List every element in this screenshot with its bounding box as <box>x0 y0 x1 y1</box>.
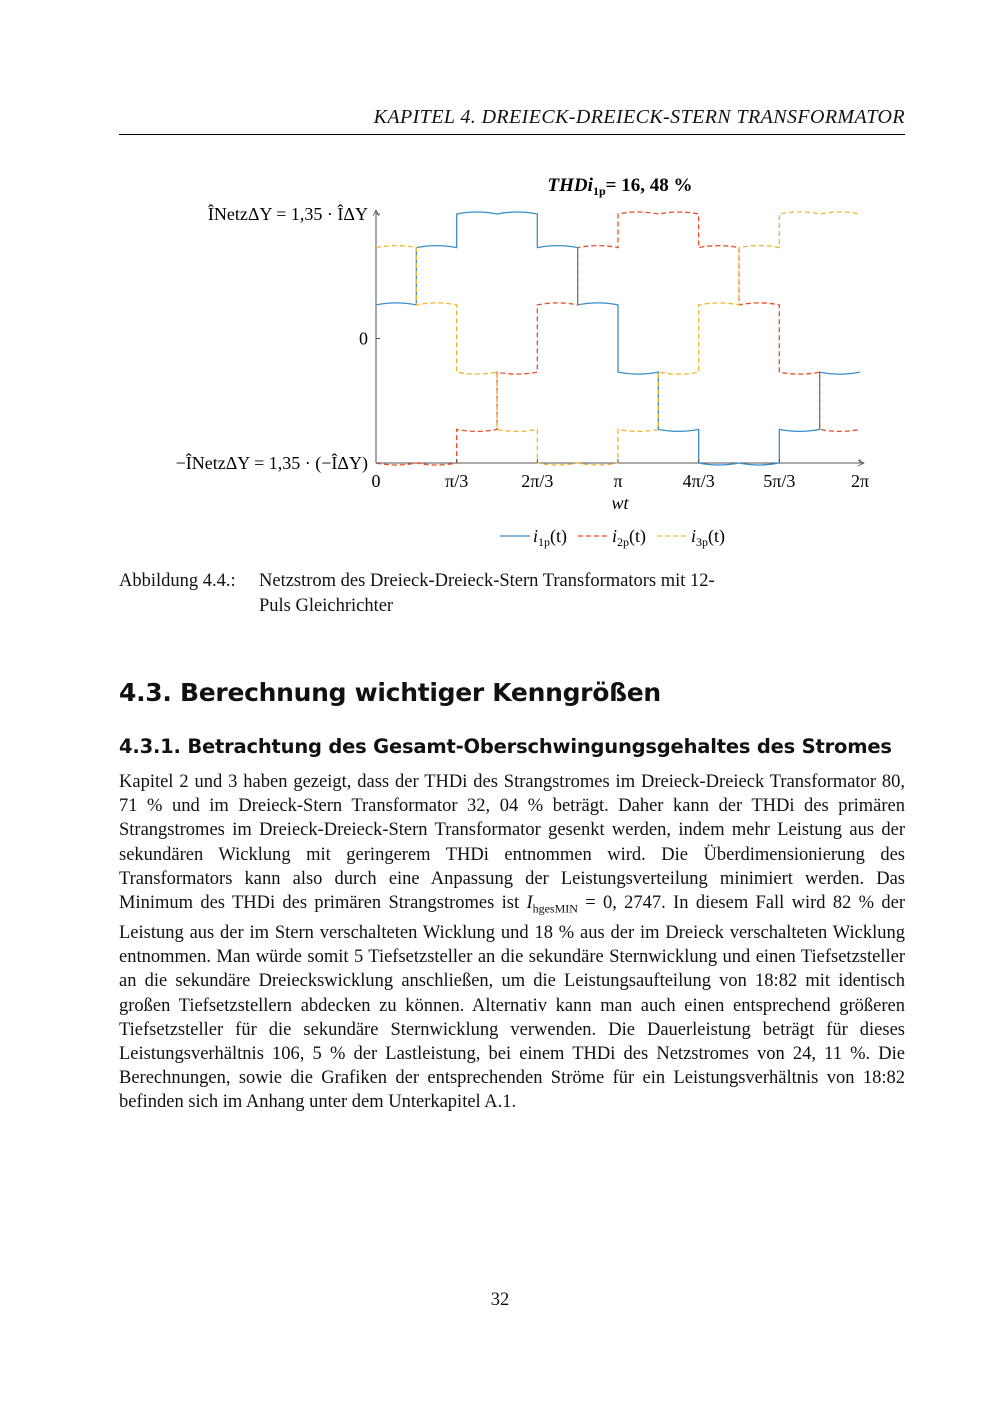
x-tick-label: 0 <box>371 471 381 491</box>
subsection-number: 4.3.1. <box>119 735 181 758</box>
legend-label-i3p: $i_{3p}(t)$ <box>691 526 726 549</box>
subsection-heading <box>119 735 892 758</box>
x-axis-label: wt <box>611 493 629 513</box>
x-tick-label: 5π/3 <box>763 471 796 491</box>
subsection-title: Betrachtung des Gesamt-Oberschwingungsgehaltes des Stromes <box>187 735 892 758</box>
page-number: 32 <box>490 1290 510 1310</box>
x-tick-label: 4π/3 <box>682 471 715 491</box>
body-paragraph <box>119 770 905 1115</box>
legend-label-i1p: $i_{1p}(t)$ <box>533 526 568 549</box>
math-symbol: I <box>526 893 533 914</box>
legend-label-i2p: $i_{2p}(t)$ <box>612 526 647 549</box>
chart-title: THDi$_{1p}$= 16, 48 % <box>547 175 693 198</box>
x-tick-label: π <box>613 471 623 491</box>
running-header-text: KAPITEL 4. DREIECK-DREIECK-STERN TRANSFORMATOR <box>373 106 905 128</box>
x-tick-label: 2π/3 <box>521 471 554 491</box>
figure-caption-text: Netzstrom des Dreieck-Dreieck-Stern Transformators mit 12-Puls Gleichrichter <box>259 571 715 616</box>
chart-title-sub: 1p <box>592 184 606 198</box>
current-chart <box>0 0 1000 560</box>
figure-caption <box>119 569 905 619</box>
body-text-part1: Kapitel 2 und 3 haben gezeigt, dass der THDi des Strangstromes im Dreieck-Dreieck Transformator 80, 71 % und im Dreieck-Stern Transformator 32, 04 % beträgt. Daher kann der THDi des primären Strangstromes im Dreieck-Dreieck-Stern Transformator gesenkt werden, indem mehr Leistung aus der sekundären Wicklung mit geringerem THDi entnommen wird. Die Überdimensionierung des Transformators kann also durch eine Anpassung der Leistungsverteilung minimiert werden. Das Minimum des THDi des primären Strangstromes ist <box>119 772 905 914</box>
x-tick-label: π/3 <box>445 471 469 491</box>
y-tick-label: −ÎNetzΔY = 1,35 · (−ÎΔY) <box>175 453 368 473</box>
chart-series <box>376 212 860 465</box>
series-line-i1p <box>376 212 860 465</box>
figure-caption-label: Abbildung 4.4.: <box>119 571 236 591</box>
math-symbol-subscript: hgesMIN <box>532 901 578 916</box>
x-tick-label: 2π <box>850 471 870 491</box>
chart-legend <box>500 526 725 549</box>
section-title: Berechnung wichtiger Kenngrößen <box>180 678 661 707</box>
body-text-part2: = 0, 2747. In diesem Fall wird 82 % der Leistung aus der im Stern verschalteten Wicklung und 18 % aus der im Dreieck verschalteten Wicklung entnommen. Man würde somit 5 Tiefsetzsteller an die sekundäre Sternwicklung und einen Tiefsetzsteller an die sekundäre Dreieckswicklung anschließen, um die Leistungsaufteilung von 18:82 mit identisch großen Tiefsetzstellern abdecken zu können. Alternativ kann man auch einen entsprechend größeren Tiefsetzsteller für die sekundäre Sternwicklung verwenden. Die Dauerleistung beträgt für dieses Leistungsverhältnis 106, 5 % der Lastleistung, bei einem THDi des Netzstromes von 24, 11 %. Die Berechnungen, sowie die Grafiken der entsprechenden Ströme für ein Leistungsverhältnis von 18:82 befinden sich im Anhang unter dem Unterkapitel A.1. <box>119 893 906 1113</box>
chart-ticks <box>176 203 869 491</box>
chart-axes <box>376 210 864 463</box>
section-heading <box>119 678 661 707</box>
section-number: 4.3. <box>119 678 172 707</box>
y-tick-label: ÎNetzΔY = 1,35 · ÎΔY <box>207 204 368 224</box>
y-tick-label: 0 <box>359 328 368 349</box>
